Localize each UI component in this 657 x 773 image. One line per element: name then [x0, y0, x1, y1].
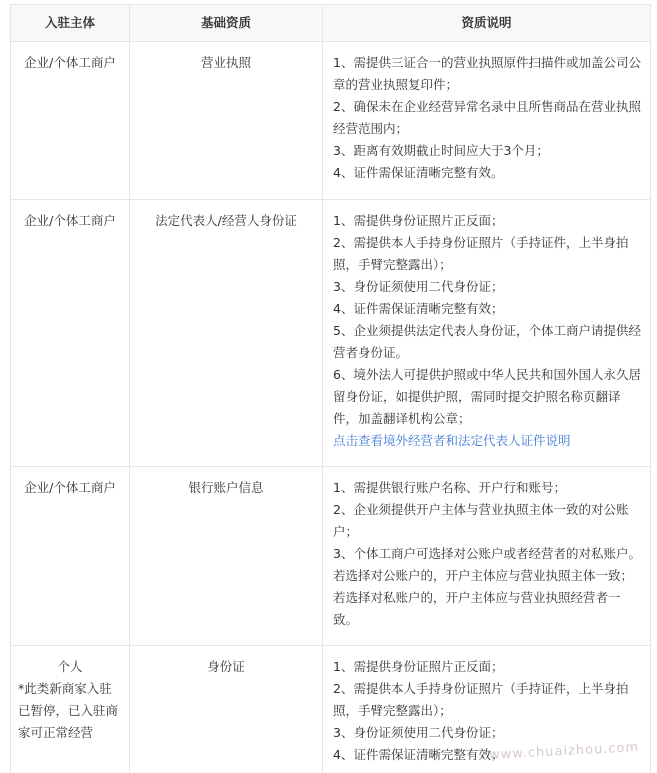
header-subject: 入驻主体: [11, 5, 130, 42]
table-row: [11, 467, 651, 646]
foreign-id-explanation-link[interactable]: 点击查看境外经营者和法定代表人证件说明: [333, 433, 571, 448]
description-line: 3、个体工商户可选择对公账户或者经营者的对私账户。若选择对公账户的，开户主体应与营业执照主体一致；若选择对私账户的，开户主体应与营业执照经营者一致。: [333, 546, 641, 627]
qualification-table: [10, 4, 651, 773]
description-line: 2、企业须提供开户主体与营业执照主体一致的对公账户；: [333, 502, 629, 539]
watermark: www.chuaizhou.com: [488, 740, 640, 763]
description-line: 3、距离有效期截止时间应大于3个月；: [333, 143, 549, 158]
subject-cell: [11, 646, 130, 773]
table-header-row: [11, 5, 651, 42]
description-line: 5、企业须提供法定代表人身份证，个体工商户请提供经营者身份证。: [333, 323, 641, 360]
base-qualification-cell: 营业执照: [130, 42, 323, 200]
base-qualification-cell: 法定代表人/经营人身份证: [130, 200, 323, 467]
description-line: 3、身份证须使用二代身份证；: [333, 279, 504, 294]
base-qualification-cell: 身份证: [130, 646, 323, 773]
description-line: 4、证件需保证清晰完整有效。: [333, 165, 504, 180]
subject-text: 企业/个体工商户: [24, 55, 116, 70]
subject-cell: [11, 200, 130, 467]
subject-cell: [11, 42, 130, 200]
header-base-qualification: 基础资质: [130, 5, 323, 42]
description-line: 6、境外法人可提供护照或中华人民共和国外国人永久居留身份证，如提供护照，需同时提交护照名称页翻译件，加盖翻译机构公章；: [333, 367, 641, 426]
subject-cell: [11, 467, 130, 646]
description-line: 4、证件需保证清晰完整有效；: [333, 747, 504, 762]
description-cell: [323, 200, 651, 467]
description-line: 1、需提供身份证照片正反面；: [333, 213, 504, 228]
description-line: 4、证件需保证清晰完整有效；: [333, 301, 504, 316]
subject-text: 企业/个体工商户: [24, 480, 116, 495]
description-line: 2、需提供本人手持身份证照片（手持证件，上半身拍照，手臂完整露出）；: [333, 235, 629, 272]
table-row: [11, 200, 651, 467]
base-qualification-cell: 银行账户信息: [130, 467, 323, 646]
description-line: 2、确保未在企业经营异常名录中且所售商品在营业执照经营范围内；: [333, 99, 641, 136]
description-line: 3、身份证须使用二代身份证；: [333, 725, 504, 740]
subject-note: *此类新商家入驻已暂停，已入驻商家可正常经营: [18, 681, 119, 740]
description-line: 1、需提供银行账户名称、开户行和账号；: [333, 480, 566, 495]
description-line: 2、需提供本人手持身份证照片（手持证件，上半身拍照，手臂完整露出）；: [333, 681, 629, 718]
subject-text: 企业/个体工商户: [24, 213, 116, 228]
subject-text: 个人: [57, 659, 83, 674]
table-row: [11, 42, 651, 200]
description-line: 1、需提供三证合一的营业执照原件扫描件或加盖公司公章的营业执照复印件；: [333, 55, 641, 92]
description-cell: [323, 42, 651, 200]
description-cell: [323, 467, 651, 646]
description-line: 1、需提供身份证照片正反面；: [333, 659, 504, 674]
header-qualification-description: 资质说明: [323, 5, 651, 42]
